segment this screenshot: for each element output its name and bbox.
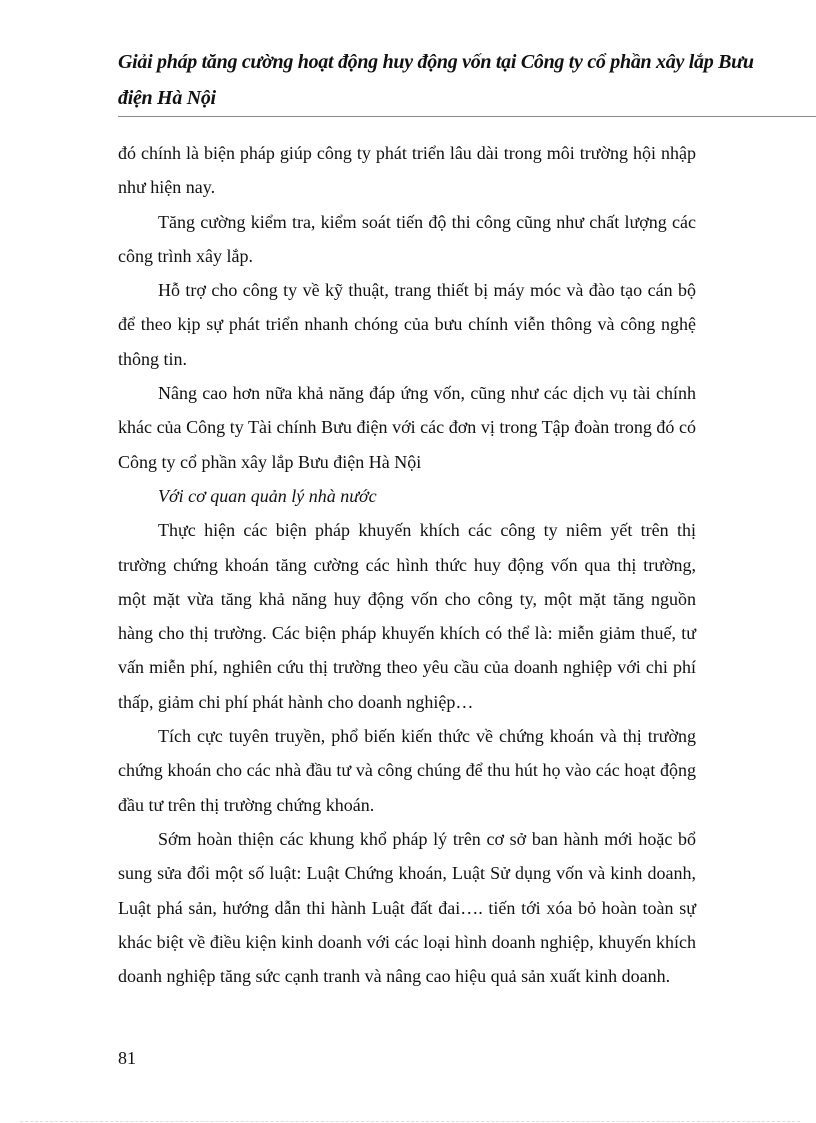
paragraph: Tăng cường kiểm tra, kiểm soát tiến độ thi công cũng như chất lượng các công trình xây lắp.: [118, 211, 696, 266]
footer-divider: [20, 1121, 800, 1122]
document-body: [118, 136, 696, 993]
paragraph-continuation: đó chính là biện pháp giúp công ty phát triển lâu dài trong môi trường hội nhập như hiện nay.: [118, 143, 696, 198]
paragraph: Tích cực tuyên truyền, phổ biến kiến thức về chứng khoán và thị trường chứng khoán cho các nhà đầu tư và công chúng để thu hút họ vào các hoạt động đầu tư trên thị trường chứng khoán.: [118, 726, 696, 815]
section-subheading: Với cơ quan quản lý nhà nước: [158, 485, 377, 506]
header-divider: [118, 116, 816, 117]
paragraph: Nâng cao hơn nữa khả năng đáp ứng vốn, cũng như các dịch vụ tài chính khác của Công ty Tài chính Bưu điện với các đơn vị trong Tập đoàn trong đó có Công ty cổ phần xây lắp Bưu điện Hà Nội: [118, 383, 696, 472]
paragraph: Sớm hoàn thiện các khung khổ pháp lý trên cơ sở ban hành mới hoặc bổ sung sửa đổi một số luật: Luật Chứng khoán, Luật Sử dụng vốn và kinh doanh, Luật phá sản, hướng dẫn thi hành Luật đất đai…. tiến tới xóa bỏ hoàn toàn sự khác biệt về điều kiện kinh doanh với các loại hình doanh nghiệp, khuyến khích doanh nghiệp tăng sức cạnh tranh và nâng cao hiệu quả sản xuất kinh doanh.: [118, 828, 696, 987]
page-header-title: Giải pháp tăng cường hoạt động huy động vốn tại Công ty cổ phần xây lắp Bưu điện Hà Nội: [118, 51, 754, 109]
paragraph: Thực hiện các biện pháp khuyến khích các công ty niêm yết trên thị trường chứng khoán tăng cường các hình thức huy động vốn qua thị trường, một mặt vừa tăng khả năng huy động vốn cho công ty, một mặt tăng nguồn hàng cho thị trường. Các biện pháp khuyến khích có thể là: miễn giảm thuế, tư vấn miễn phí, nghiên cứu thị trường theo yêu cầu của doanh nghiệp với chi phí thấp, giảm chi phí phát hành cho doanh nghiệp…: [118, 520, 696, 712]
paragraph: Hỗ trợ cho công ty về kỹ thuật, trang thiết bị máy móc và đào tạo cán bộ để theo kịp sự phát triển nhanh chóng của bưu chính viễn thông và công nghệ thông tin.: [118, 280, 696, 369]
page-number: 81: [118, 1048, 136, 1068]
